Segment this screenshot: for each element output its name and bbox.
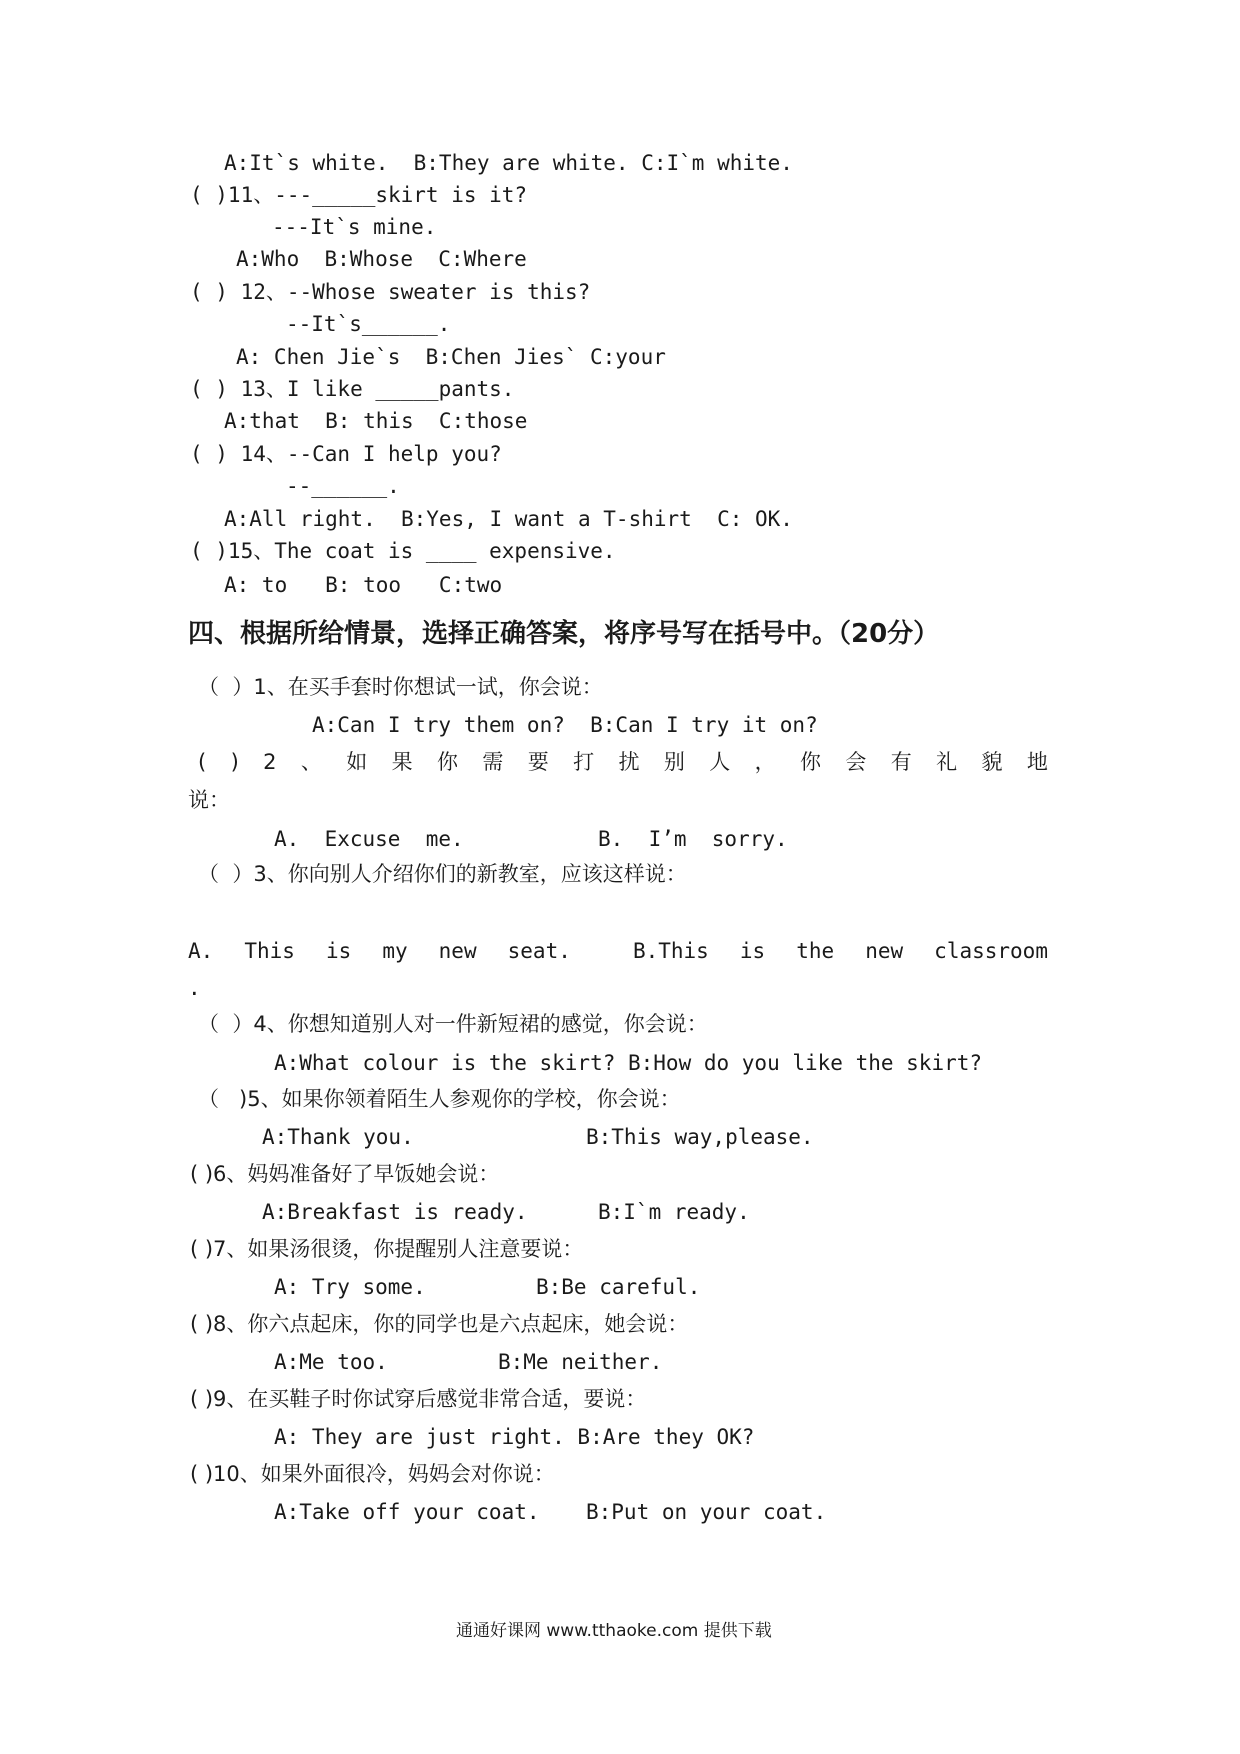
q2-stem-char: 需: [482, 750, 504, 774]
p4-q10-option-b: B:Put on your coat.: [586, 1500, 827, 1524]
p4-q2-option-a: A. Excuse me.: [274, 827, 464, 851]
p4-q1-stem: （ ）1、在买手套时你想试一试，你会说：: [198, 675, 603, 699]
q2-stem-char: 扰: [618, 750, 640, 774]
q2-stem-char: 地: [1026, 750, 1048, 774]
p4-q6-stem: ( )6、妈妈准备好了早饭她会说：: [190, 1162, 500, 1186]
p4-q3-stem: （ ）3、你向别人介绍你们的新教室，应该这样说：: [198, 862, 687, 886]
q11-stem: ( )11、---_____skirt is it?: [190, 183, 528, 207]
p4-q4-stem: （ ）4、你想知道别人对一件新短裙的感觉，你会说：: [198, 1012, 708, 1036]
p4-q2-option-b: B. I’m sorry.: [598, 827, 788, 851]
p4-q10-stem: ( )10、如果外面很冷，妈妈会对你说：: [190, 1462, 555, 1486]
q14-reply: --______.: [286, 474, 400, 498]
p4-q5-option-a: A:Thank you.: [262, 1125, 414, 1149]
p4-q1-options: A:Can I try them on? B:Can I try it on?: [312, 713, 818, 737]
q2-stem-char: 果: [391, 750, 413, 774]
p4-q10-option-a: A:Take off your coat.: [274, 1500, 540, 1524]
q3-word: seat.: [507, 939, 571, 963]
q2-stem-char: 貌: [981, 750, 1003, 774]
q10-options: A:It`s white. B:They are white. C:I`m white.: [224, 151, 793, 175]
q3-word: is: [325, 939, 352, 963]
q2-stem-char: 要: [527, 750, 549, 774]
q11-options: A:Who B:Whose C:Where: [236, 247, 527, 271]
p4-q8-option-a: A:Me too.: [274, 1350, 388, 1374]
p4-q2-stem: [198, 749, 1048, 775]
p4-q3-options: [188, 938, 1048, 964]
q12-options: A: Chen Jie`s B:Chen Jies` C:your: [236, 345, 666, 369]
p4-q4-options: A:What colour is the skirt? B:How do you like the skirt?: [274, 1051, 983, 1075]
q12-stem: ( ) 12、--Whose sweater is this?: [190, 280, 591, 304]
q2-stem-char: 人: [709, 750, 731, 774]
q3-word: new: [865, 939, 904, 963]
p4-q7-option-b: B:Be careful.: [536, 1275, 701, 1299]
p4-q3-cont: .: [188, 976, 201, 1000]
q2-stem-char: (: [198, 750, 207, 774]
q12-reply: --It`s______.: [286, 312, 451, 336]
q3-word: the: [796, 939, 835, 963]
q2-stem-char: 2: [263, 750, 277, 774]
q14-stem: ( ) 14、--Can I help you?: [190, 442, 502, 466]
q2-stem-char: 你: [437, 750, 459, 774]
q2-stem-char: 如: [346, 750, 368, 774]
p4-q9-options: A: They are just right. B:Are they OK?: [274, 1425, 755, 1449]
q13-stem: ( ) 13、I like _____pants.: [190, 377, 515, 401]
page-footer: 通通好课网 www.tthaoke.com 提供下载: [456, 1621, 772, 1641]
q3-word: This: [244, 939, 295, 963]
q3-word: new: [438, 939, 477, 963]
q2-stem-char: 打: [573, 750, 595, 774]
p4-q8-option-b: B:Me neither.: [498, 1350, 663, 1374]
q11-reply: ---It`s mine.: [272, 215, 437, 239]
q2-stem-char: 会: [845, 750, 867, 774]
p4-q7-stem: ( )7、如果汤很烫，你提醒别人注意要说：: [190, 1237, 584, 1261]
section-heading: 四、根据所给情景，选择正确答案，将序号写在括号中。（20分）: [188, 619, 940, 649]
q3-word: B.This: [632, 939, 709, 963]
p4-q9-stem: ( )9、在买鞋子时你试穿后感觉非常合适，要说：: [190, 1387, 647, 1411]
q2-stem-char: 、: [300, 750, 322, 774]
p4-q7-option-a: A: Try some.: [274, 1275, 426, 1299]
q15-stem: ( )15、The coat is ____ expensive.: [190, 539, 616, 563]
p4-q8-stem: ( )8、你六点起床，你的同学也是六点起床，她会说：: [190, 1312, 689, 1336]
q2-stem-char: ): [230, 750, 239, 774]
q2-stem-char: 有: [890, 750, 912, 774]
q2-stem-char: 别: [663, 750, 685, 774]
q3-word: classroom: [934, 939, 1048, 963]
q15-options: A: to B: too C:two: [224, 573, 503, 597]
q3-word: my: [382, 939, 408, 963]
q2-stem-char: 你: [800, 750, 822, 774]
p4-q6-option-a: A:Breakfast is ready.: [262, 1200, 528, 1224]
q13-options: A:that B: this C:those: [224, 409, 528, 433]
q2-stem-char: ，: [754, 750, 776, 774]
q3-word: A.: [188, 939, 214, 963]
q2-stem-char: 礼: [936, 750, 958, 774]
p4-q2-stem-cont: 说：: [188, 788, 230, 812]
q3-word: is: [739, 939, 766, 963]
p4-q5-option-b: B:This way,please.: [586, 1125, 814, 1149]
p4-q6-option-b: B:I`m ready.: [598, 1200, 750, 1224]
p4-q5-stem: （ )5、如果你领着陌生人参观你的学校，你会说：: [198, 1087, 681, 1111]
q14-options: A:All right. B:Yes, I want a T-shirt C: OK.: [224, 507, 793, 531]
